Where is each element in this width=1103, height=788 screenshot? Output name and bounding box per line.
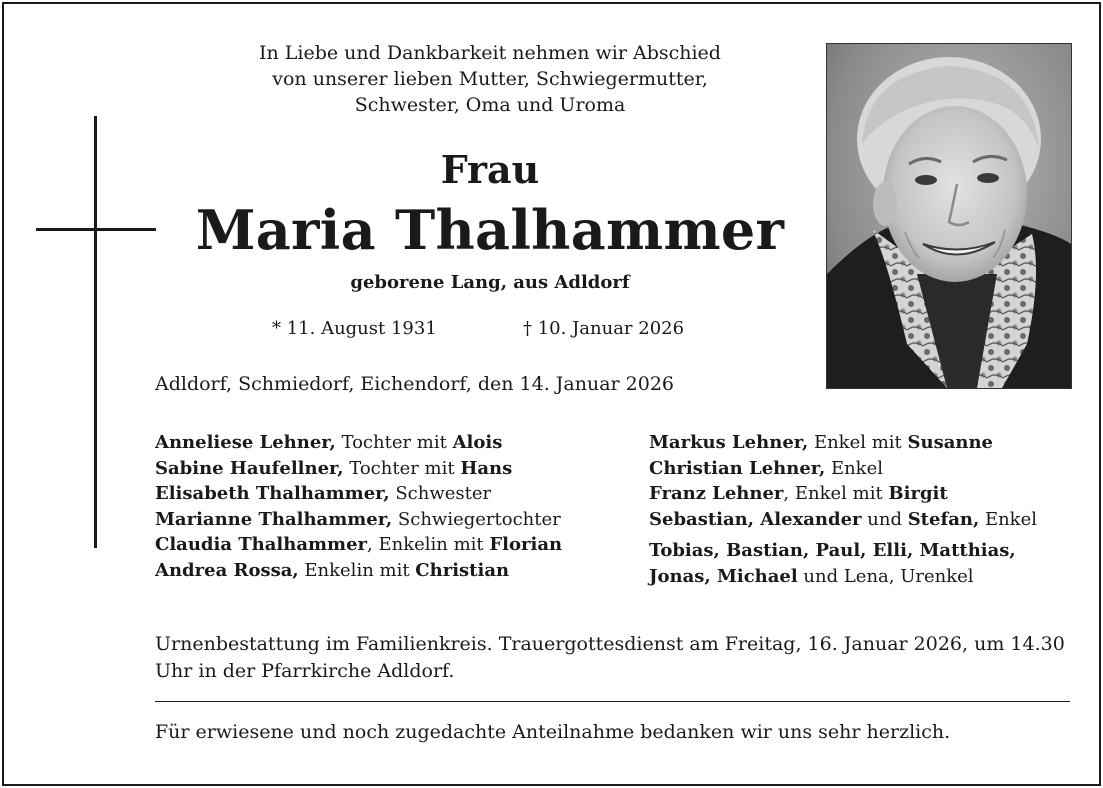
divider-line [155,701,1070,702]
intro-line-1: In Liebe und Dankbarkeit nehmen wir Abschied [259,42,721,64]
portrait-image [827,44,1071,388]
mourners-left-column [155,430,562,583]
salutation: Frau [440,147,540,192]
funeral-info: Urnenbestattung im Familienkreis. Trauergottesdienst am Freitag, 16. Januar 2026, um 14.30 Uhr in der Pfarrkirche Adldorf. [155,633,1065,682]
thanks-text: Für erwiesene und noch zugedachte Anteilnahme bedanken wir uns sehr herzlich. [155,721,951,743]
place-and-date: Adldorf, Schmiedorf, Eichendorf, den 14. Januar 2026 [155,373,675,395]
cross-horizontal-bar [36,228,156,231]
maiden-name-origin: geborene Lang, aus Adldorf [350,272,630,293]
mourner-line: Elisabeth Thalhammer, Schwester [155,483,492,504]
mourner-line: Markus Lehner, Enkel mit Susanne [649,432,994,453]
deceased-name: Maria Thalhammer [195,198,785,262]
mourner-line: Christian Lehner, Enkel [649,457,883,479]
birth-date: * 11. August 1931 [272,318,437,339]
mourner-line: Sabine Haufellner, Tochter mit Hans [155,457,513,479]
intro-line-3: Schwester, Oma und Uroma [354,94,626,116]
mourner-line: Andrea Rossa, Enkelin mit Christian [155,559,510,581]
mourner-line: Jonas, Michael und Lena, Urenkel [649,565,974,587]
intro-text [140,40,840,118]
mourner-line: Marianne Thalhammer, Schwiegertochter [155,508,561,530]
mourner-line: Franz Lehner, Enkel mit Birgit [649,483,948,504]
mourner-line: Tobias, Bastian, Paul, Elli, Matthias, [649,540,1016,561]
mourners-right-column [649,430,1037,589]
mourner-line: Sebastian, Alexander und Stefan, Enkel [649,508,1037,530]
cross-vertical-bar [94,116,97,548]
mourner-line: Anneliese Lehner, Tochter mit Alois [155,432,503,453]
death-date: † 10. Januar 2026 [523,318,685,339]
intro-line-2: von unserer lieben Mutter, Schwiegermutter, [272,68,708,90]
mourner-line: Claudia Thalhammer, Enkelin mit Florian [155,534,563,555]
portrait-photo [826,43,1072,389]
